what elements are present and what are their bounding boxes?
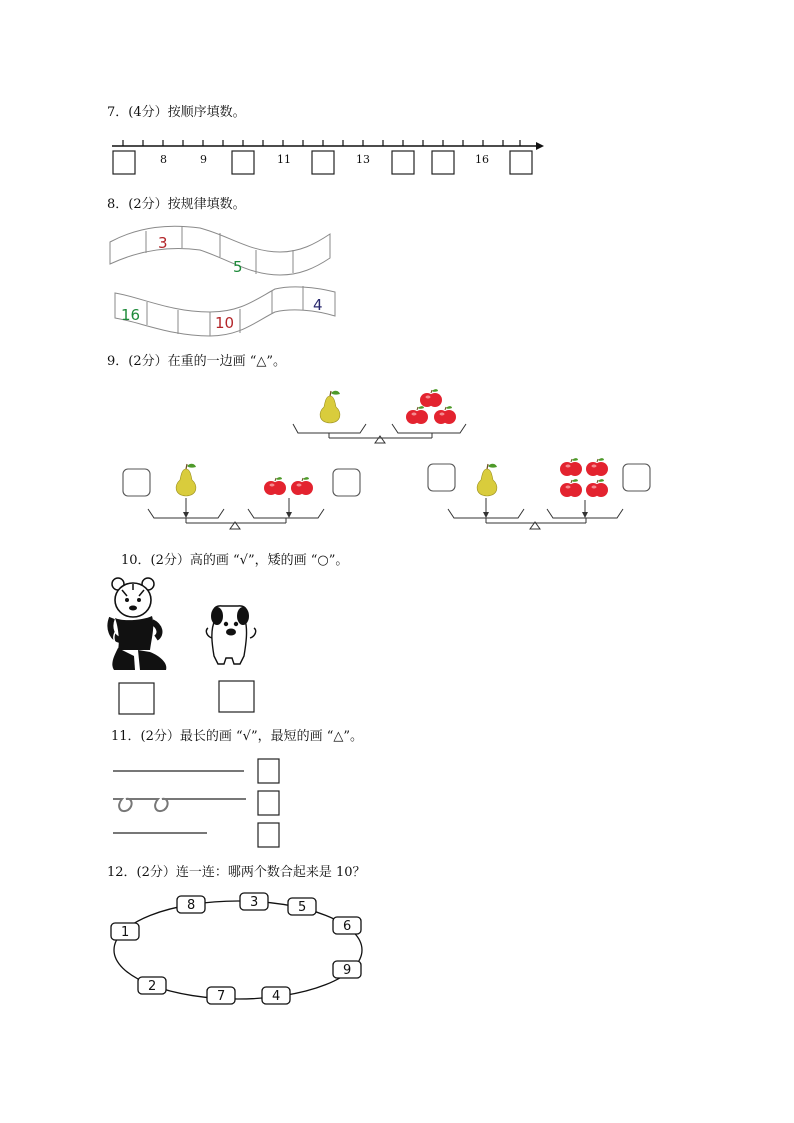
question-12-title: 12．(2分）连一连：哪两个数合起来是 10？ (107, 865, 366, 880)
ribbon-number: 16 (121, 306, 141, 324)
oval-number: 9 (343, 963, 352, 978)
question-11-title: 11．(2分）最长的画 “√”，最短的画 “△”。 (111, 729, 364, 744)
oval-number: 8 (187, 898, 196, 913)
ribbon-number: 10 (215, 314, 235, 332)
oval-number: 1 (121, 925, 130, 940)
question-9-title: 9．(2分）在重的一边画 “△”。 (107, 354, 287, 369)
ribbon-number: 3 (158, 234, 168, 252)
ribbon-number: 5 (233, 258, 243, 276)
tick-label: 13 (356, 153, 370, 166)
oval-number: 7 (217, 989, 226, 1004)
oval-number: 3 (250, 895, 259, 910)
tick-label: 16 (475, 153, 489, 166)
tick-label: 8 (160, 153, 167, 166)
tick-label: 9 (200, 153, 207, 166)
question-7-title: 7．(4分）按顺序填数。 (107, 105, 246, 120)
tick-label: 11 (277, 153, 291, 166)
oval-number: 2 (148, 979, 157, 994)
oval-number: 4 (272, 989, 281, 1004)
oval-number: 5 (298, 900, 307, 915)
ribbon-number: 4 (313, 296, 323, 314)
question-8-title: 8．(2分）按规律填数。 (107, 197, 246, 212)
oval-number: 6 (343, 919, 352, 934)
question-10-title: 10．(2分）高的画 “√”，矮的画 “○”。 (121, 553, 349, 568)
